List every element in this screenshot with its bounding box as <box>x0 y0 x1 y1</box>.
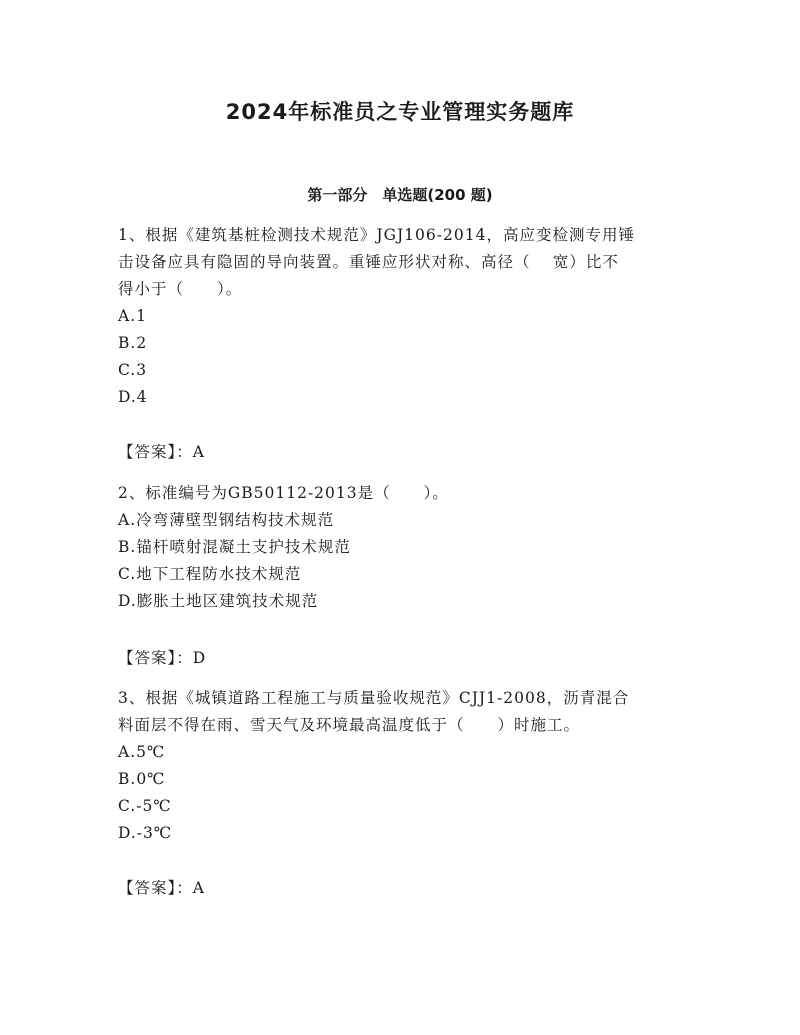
option-b: B.0℃ <box>118 770 166 788</box>
option-b: B.2 <box>118 334 148 352</box>
question-text-line: 得小于（ ）。 <box>118 280 243 298</box>
answer-1 <box>118 439 688 466</box>
option-d: D.膨胀土地区建筑技术规范 <box>118 592 319 610</box>
question-3 <box>118 685 688 847</box>
answer-value: D <box>192 649 207 667</box>
option-a: A.1 <box>118 307 147 325</box>
question-2 <box>118 480 688 615</box>
option-c: C.3 <box>118 361 148 379</box>
answer-2 <box>118 645 688 672</box>
option-a: A.冷弯薄壁型钢结构技术规范 <box>118 511 335 529</box>
question-text-line: 1、根据《建筑基桩检测技术规范》JGJ106-2014，高应变检测专用锤 <box>118 226 635 244</box>
option-d: D.-3℃ <box>118 824 173 842</box>
option-d: D.4 <box>118 388 148 406</box>
question-1 <box>118 222 688 411</box>
question-text-line: 料面层不得在雨、雪天气及环境最高温度低于（ ）时施工。 <box>118 716 581 734</box>
option-a: A.5℃ <box>118 743 166 761</box>
answer-label: 【答案】： <box>118 443 193 461</box>
section-heading: 第一部分 单选题(200 题) <box>307 186 493 204</box>
option-c: C.-5℃ <box>118 797 172 815</box>
answer-label: 【答案】： <box>118 879 193 897</box>
document-title: 2024年标准员之专业管理实务题库 <box>225 100 575 124</box>
answer-3 <box>118 875 688 902</box>
answer-label: 【答案】： <box>118 649 193 667</box>
option-b: B.锚杆喷射混凝土支护技术规范 <box>118 538 351 556</box>
question-text-line: 2、标准编号为GB50112-2013是（ ）。 <box>118 484 449 502</box>
question-text-line: 3、根据《城镇道路工程施工与质量验收规范》CJJ1-2008，沥青混合 <box>118 689 630 707</box>
question-text-line: 击设备应具有隐固的导向装置。重锤应形状对称、高径（ 宽）比不 <box>118 253 619 271</box>
answer-value: A <box>192 443 205 461</box>
answer-value: A <box>192 879 205 897</box>
option-c: C.地下工程防水技术规范 <box>118 565 302 583</box>
